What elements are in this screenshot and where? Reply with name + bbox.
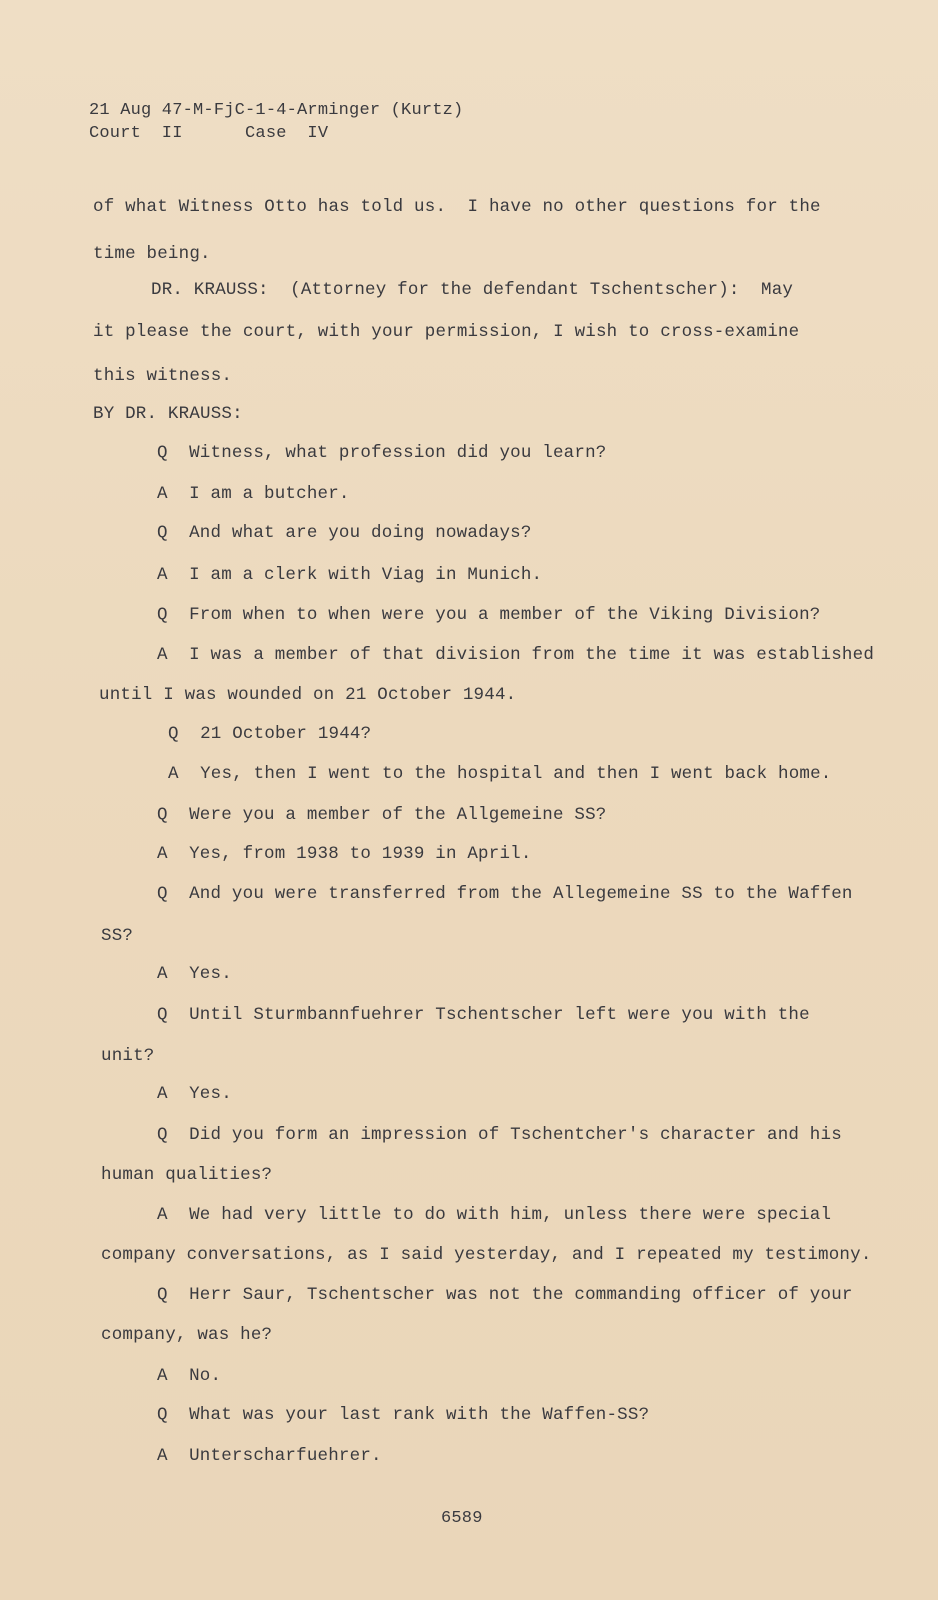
transcript-line: A Yes. (157, 1084, 232, 1104)
transcript-line: Q And you were transferred from the Allegemeine SS to the Waffen (157, 884, 853, 904)
transcript-line: A No. (157, 1366, 222, 1386)
transcript-line: Q Did you form an impression of Tschentcher's character and his (157, 1125, 842, 1145)
header-court-case: Court II Case IV (89, 124, 329, 143)
transcript-line: it please the court, with your permission, I wish to cross-examine (93, 322, 800, 342)
transcript-line: A Yes, from 1938 to 1939 in April. (157, 844, 532, 864)
transcript-line: Q Herr Saur, Tschentscher was not the commanding officer of your (157, 1285, 853, 1305)
transcript-line: Q Witness, what profession did you learn? (157, 443, 607, 463)
transcript-line: this witness. (93, 366, 233, 386)
transcript-line: Q And what are you doing nowadays? (157, 523, 532, 543)
transcript-line: A I am a butcher. (157, 484, 350, 504)
transcript-line: unit? (101, 1046, 155, 1066)
transcript-line: company conversations, as I said yesterday, and I repeated my testimony. (101, 1245, 872, 1265)
transcript-line: Q What was your last rank with the Waffen-SS? (157, 1405, 650, 1425)
transcript-line: A Unterscharfuehrer. (157, 1446, 382, 1466)
transcript-line: A Yes, then I went to the hospital and then I went back home. (168, 764, 832, 784)
transcript-line: A I was a member of that division from the time it was established (157, 645, 875, 665)
transcript-line: company, was he? (101, 1325, 273, 1345)
transcript-line: A I am a clerk with Viag in Munich. (157, 565, 543, 585)
transcript-line: A We had very little to do with him, unless there were special (157, 1205, 832, 1225)
page-number: 6589 (441, 1509, 483, 1528)
transcript-line: A Yes. (157, 964, 232, 984)
transcript-line: DR. KRAUSS: (Attorney for the defendant Tschentscher): May (151, 280, 794, 300)
transcript-line: Q From when to when were you a member of the Viking Division? (157, 605, 821, 625)
transcript-line: of what Witness Otto has told us. I have no other questions for the (93, 197, 821, 217)
transcript-line: time being. (93, 244, 211, 264)
transcript-line: BY DR. KRAUSS: (93, 404, 243, 424)
header-case-reference: 21 Aug 47-M-FjC-1-4-Arminger (Kurtz) (89, 101, 464, 120)
transcript-line: Q Until Sturmbannfuehrer Tschentscher left were you with the (157, 1005, 810, 1025)
transcript-line: human qualities? (101, 1165, 273, 1185)
transcript-line: SS? (101, 926, 134, 946)
transcript-line: until I was wounded on 21 October 1944. (99, 685, 517, 705)
transcript-line: Q 21 October 1944? (168, 724, 372, 744)
transcript-line: Q Were you a member of the Allgemeine SS? (157, 805, 607, 825)
